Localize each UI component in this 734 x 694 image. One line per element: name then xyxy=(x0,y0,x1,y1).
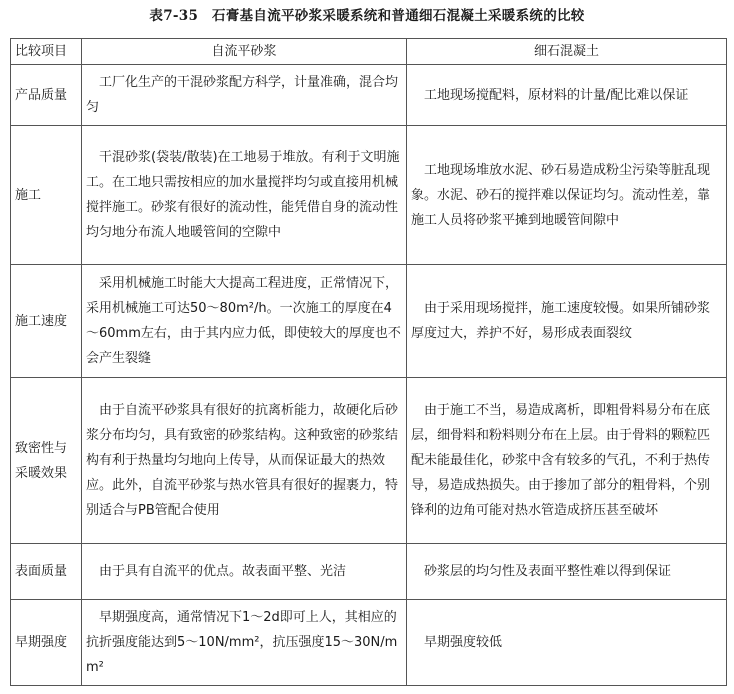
row-item-label: 施工速度 xyxy=(11,265,82,378)
comparison-table xyxy=(10,38,727,686)
table-row xyxy=(11,265,727,378)
header-fine-concrete: 细石混凝土 xyxy=(407,39,727,65)
table-row xyxy=(11,65,727,126)
cell-self-leveling: 工厂化生产的干混砂浆配方科学，计量准确，混合均匀 xyxy=(82,65,407,126)
table-row xyxy=(11,544,727,600)
cell-fine-concrete: 工地现场搅配料，原材料的计量/配比难以保证 xyxy=(407,65,727,126)
cell-self-leveling: 早期强度高，通常情况下1～2d即可上人，其相应的抗折强度能达到5～10N/mm²，抗压强度15～30N/mm² xyxy=(82,600,407,686)
row-item-label: 早期强度 xyxy=(11,600,82,686)
row-item-label: 产品质量 xyxy=(11,65,82,126)
row-item-label: 表面质量 xyxy=(11,544,82,600)
cell-self-leveling: 采用机械施工时能大大提高工程进度，正常情况下，采用机械施工可达50～80m²/h。一次施工的厚度在4～60mm左右，由于其内应力低，即使较大的厚度也不会产生裂缝 xyxy=(82,265,407,378)
cell-self-leveling: 干混砂浆(袋装/散装)在工地易于堆放。有利于文明施工。在工地只需按相应的加水量搅拌均匀或直接用机械搅拌施工。砂浆有很好的流动性，能凭借自身的流动性均匀地分布流人地暖管间的空隙中 xyxy=(82,126,407,265)
cell-fine-concrete: 由于采用现场搅拌，施工速度较慢。如果所铺砂浆厚度过大，养护不好，易形成表面裂纹 xyxy=(407,265,727,378)
table-row xyxy=(11,126,727,265)
table-header-row xyxy=(11,39,727,65)
cell-fine-concrete: 工地现场堆放水泥、砂石易造成粉尘污染等脏乱现象。水泥、砂石的搅拌难以保证均匀。流动性差，靠施工人员将砂浆平摊到地暖管间隙中 xyxy=(407,126,727,265)
header-self-leveling: 自流平砂浆 xyxy=(82,39,407,65)
cell-self-leveling: 由于具有自流平的优点。故表面平整、光洁 xyxy=(82,544,407,600)
header-item: 比较项目 xyxy=(11,39,82,65)
cell-fine-concrete: 早期强度较低 xyxy=(407,600,727,686)
table-title: 表7-35 石膏基自流平砂浆采暖系统和普通细石混凝土采暖系统的比较 xyxy=(149,8,585,24)
cell-fine-concrete: 由于施工不当，易造成离析，即粗骨料易分布在底层，细骨料和粉料则分布在上层。由于骨料的颗粒匹配未能最佳化，砂浆中含有较多的气孔，不利于热传导，易造成热损失。由于掺加了部分的粗骨料，个别锋利的边角可能对热水管造成挤压甚至破坏 xyxy=(407,378,727,544)
row-item-label: 致密性与采暖效果 xyxy=(11,378,82,544)
cell-self-leveling: 由于自流平砂浆具有很好的抗离析能力，故硬化后砂浆分布均匀，具有致密的砂浆结构。这种致密的砂浆结构有利于热量均匀地向上传导，从而保证最大的热效应。此外，自流平砂浆与热水管具有很好的握裹力，特别适合与PB管配合使用 xyxy=(82,378,407,544)
cell-fine-concrete: 砂浆层的均匀性及表面平整性难以得到保证 xyxy=(407,544,727,600)
table-row xyxy=(11,600,727,686)
table-row xyxy=(11,378,727,544)
row-item-label: 施工 xyxy=(11,126,82,265)
